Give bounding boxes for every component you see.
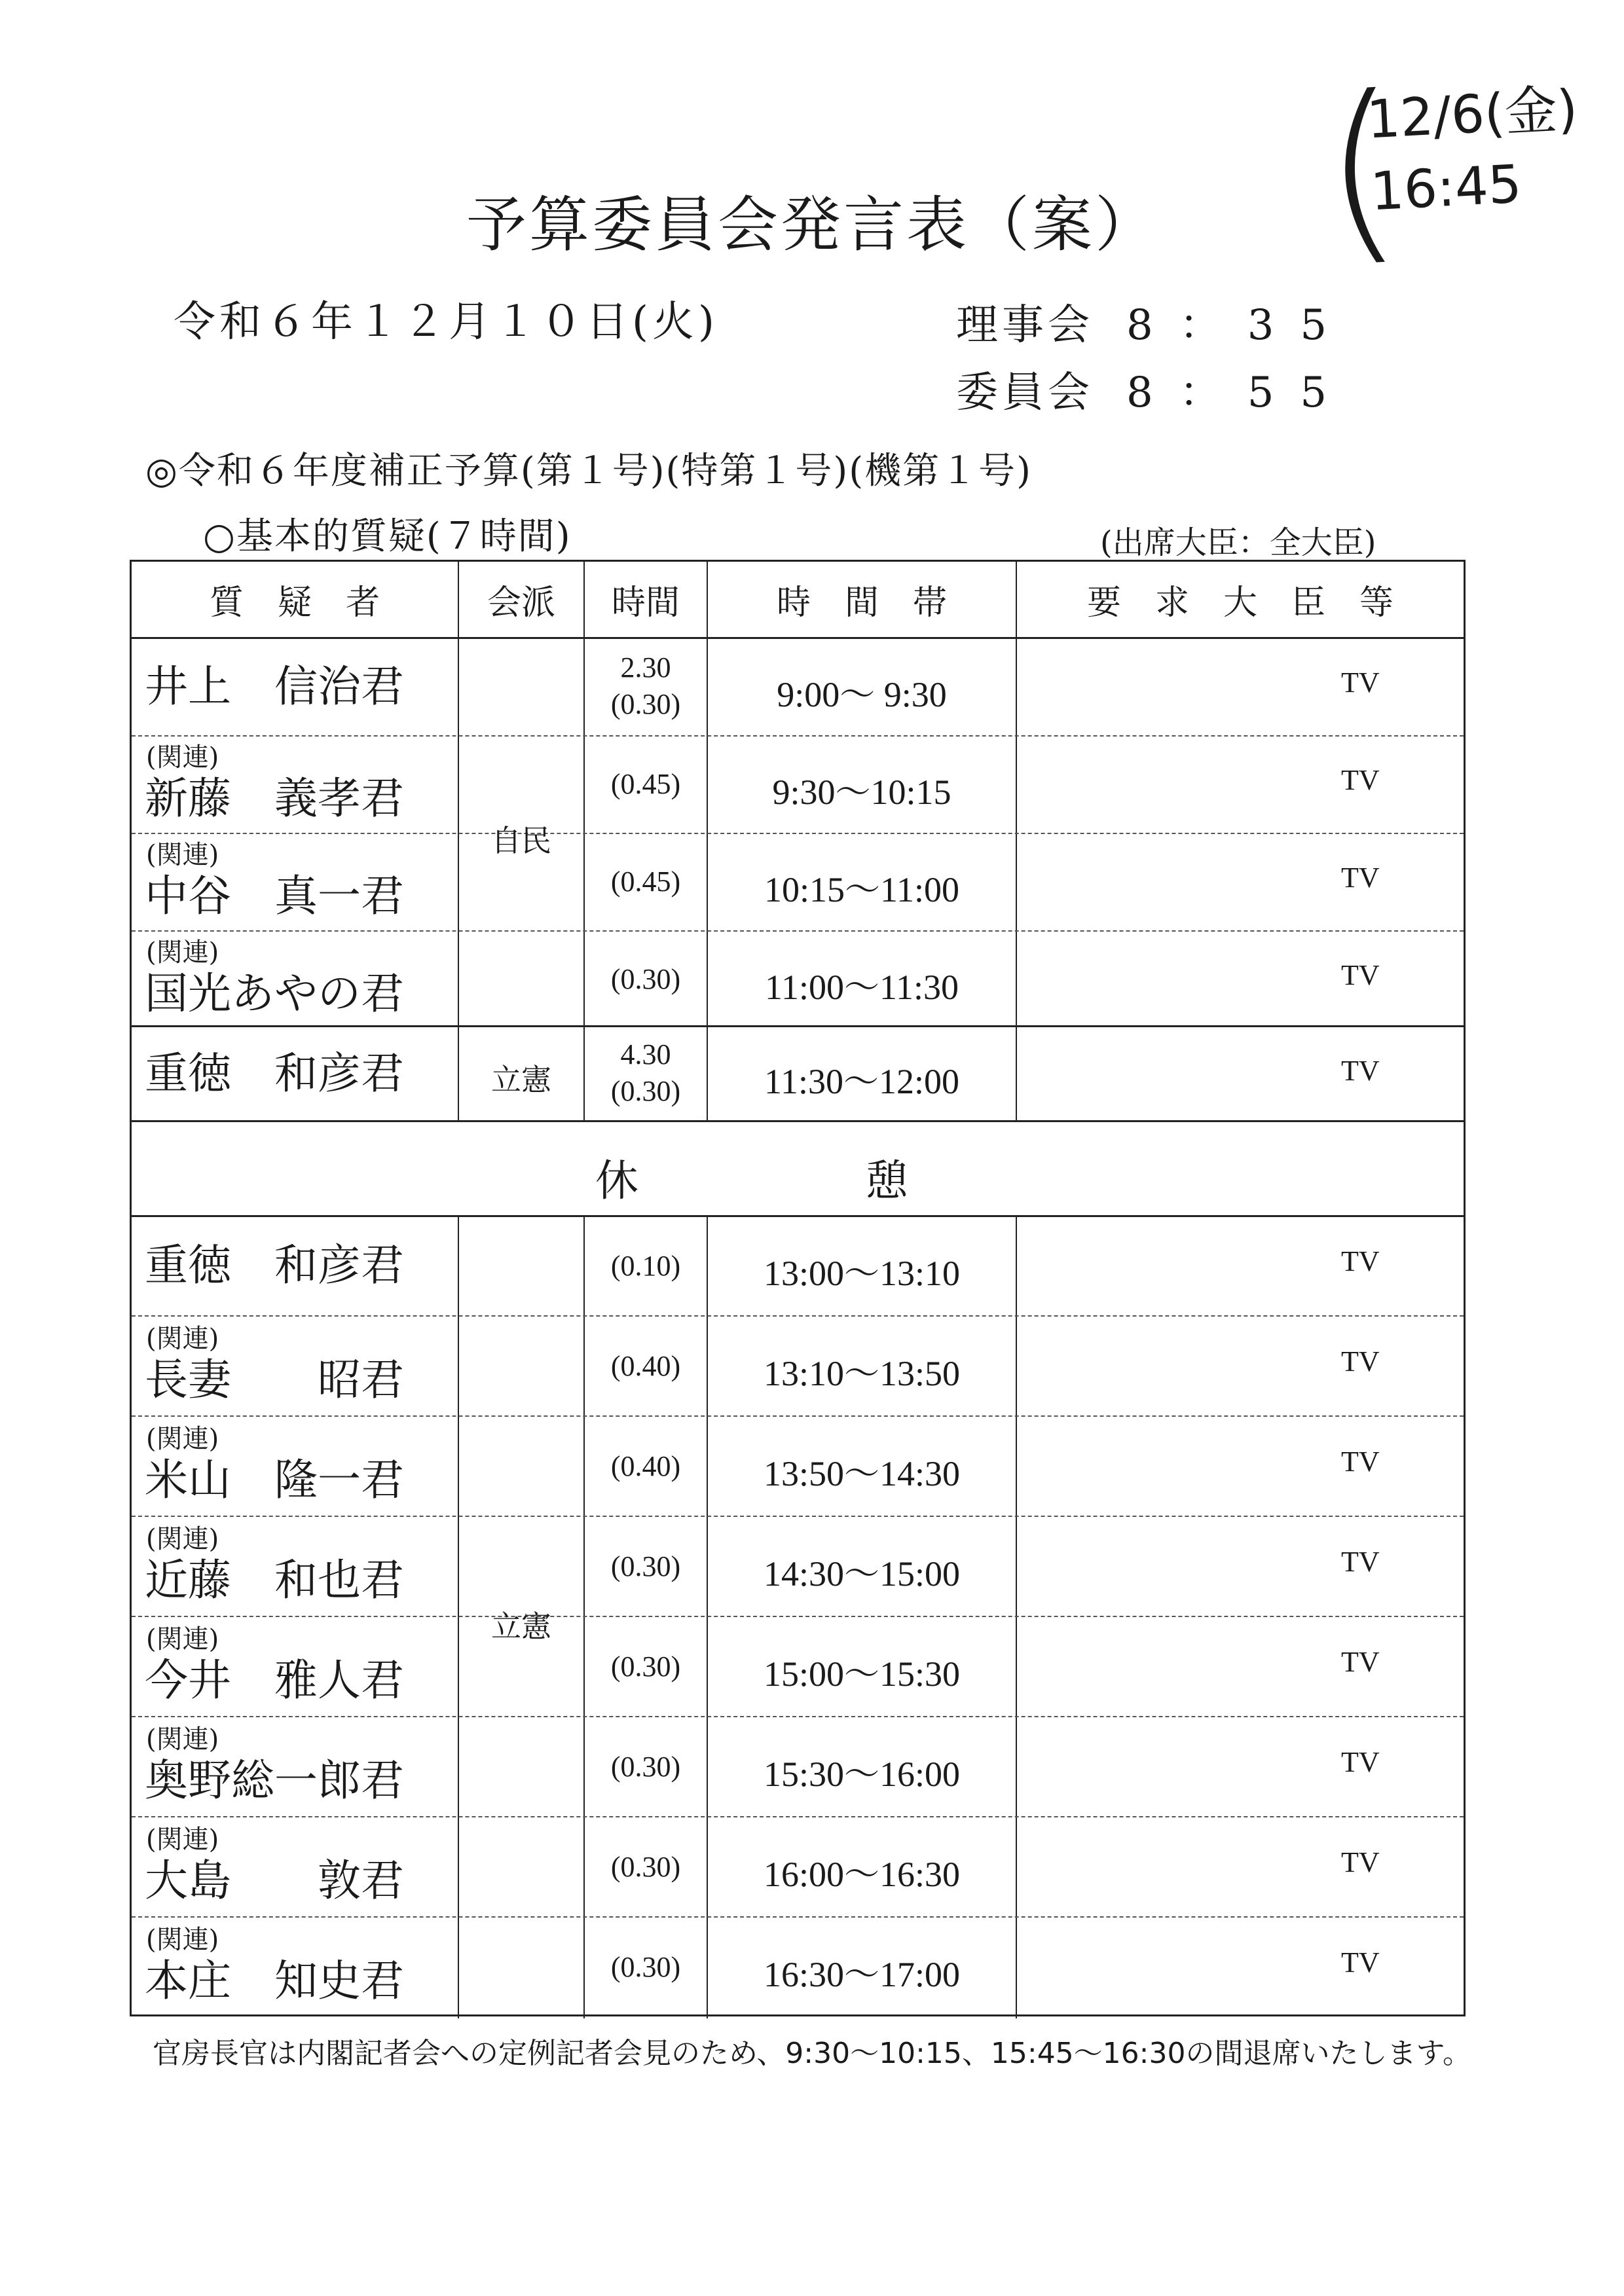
handwritten-note bbox=[1318, 53, 1583, 285]
tv-mark: TV bbox=[1341, 1546, 1380, 1578]
allotted-time: (0.40) bbox=[610, 1450, 681, 1482]
tv-mark: TV bbox=[1341, 1946, 1380, 1978]
questioner-name: 近藤 和也君 bbox=[145, 1555, 404, 1605]
footer-note: 官房長官は内閣記者会への定例記者会見のため、9:30～10:15、15:45～16:30の間退席いたします。 bbox=[153, 2037, 1471, 2070]
allotted-time: (0.30) bbox=[610, 1751, 681, 1783]
allotted-time: 4.30 (0.30) bbox=[610, 1038, 681, 1107]
time-range: 11:30～12:00 bbox=[764, 1062, 959, 1101]
allotted-time: (0.10) bbox=[610, 1250, 681, 1282]
time-range: 10:15～11:00 bbox=[764, 870, 959, 909]
related-label: (関連) bbox=[146, 840, 219, 870]
related-label: (関連) bbox=[146, 1724, 219, 1755]
tv-mark: TV bbox=[1341, 1846, 1380, 1878]
allotted-time: (0.30) bbox=[610, 1851, 681, 1883]
time-range: 13:00～13:10 bbox=[763, 1254, 960, 1293]
tv-mark: TV bbox=[1341, 1646, 1380, 1678]
tv-mark: TV bbox=[1341, 764, 1380, 796]
board-label: 理事会 bbox=[956, 301, 1094, 350]
time-range: 15:30～16:00 bbox=[763, 1755, 960, 1794]
related-label: (関連) bbox=[146, 938, 219, 968]
page-title: 予算委員会発言表（案） bbox=[466, 190, 1158, 260]
related-label: (関連) bbox=[146, 1925, 219, 1955]
header-faction: 会派 bbox=[487, 583, 555, 623]
allotted-time: (0.30) bbox=[610, 1650, 681, 1683]
allotted-time: (0.45) bbox=[610, 866, 681, 898]
questioner-name: 奥野総一郎君 bbox=[145, 1755, 404, 1806]
allotted-time: (0.30) bbox=[610, 1550, 681, 1582]
tv-mark: TV bbox=[1341, 1746, 1380, 1778]
related-label: (関連) bbox=[146, 742, 219, 773]
tv-markers bbox=[0, 560, 1624, 2016]
faction-label: 立憲 bbox=[491, 1062, 551, 1097]
time-range: 13:10～13:50 bbox=[763, 1354, 960, 1393]
questioner-name: 米山 隆一君 bbox=[145, 1455, 404, 1505]
faction-label: 立憲 bbox=[491, 1609, 551, 1644]
tv-mark: TV bbox=[1341, 959, 1380, 991]
allotted-time: (0.30) bbox=[610, 1951, 681, 1983]
questioner-name: 長妻 昭君 bbox=[145, 1355, 404, 1405]
related-label: (関連) bbox=[146, 1825, 219, 1855]
rest-label: 休 憩 bbox=[595, 1156, 1000, 1206]
time-range: 15:00～15:30 bbox=[763, 1654, 960, 1694]
time-range: 9:00～ 9:30 bbox=[777, 675, 947, 714]
tv-mark: TV bbox=[1341, 666, 1380, 699]
board-time bbox=[956, 291, 1353, 352]
related-label: (関連) bbox=[146, 1624, 219, 1654]
related-label: (関連) bbox=[146, 1324, 219, 1354]
board-value: 8：35 bbox=[1126, 301, 1354, 350]
related-label: (関連) bbox=[146, 1424, 219, 1454]
handwritten-date: 12/6(金) bbox=[1365, 78, 1579, 151]
tv-mark: TV bbox=[1341, 1446, 1380, 1478]
allotted-time: (0.45) bbox=[610, 768, 681, 800]
handwritten-bracket-icon: ( bbox=[1318, 53, 1407, 285]
questioner-name: 本庄 知史君 bbox=[145, 1956, 404, 2006]
allotted-time: (0.30) bbox=[610, 963, 681, 995]
questioner-name: 新藤 義孝君 bbox=[145, 773, 404, 824]
questioner-name: 今井 雅人君 bbox=[145, 1655, 404, 1705]
allotted-time: (0.40) bbox=[610, 1350, 681, 1382]
time-range: 11:00～11:30 bbox=[765, 968, 959, 1007]
allotted-time: 2.30 (0.30) bbox=[610, 651, 681, 720]
time-range: 14:30～15:00 bbox=[763, 1554, 960, 1594]
tv-mark: TV bbox=[1341, 1245, 1380, 1277]
session-title: ○基本的質疑(７時間) bbox=[203, 515, 572, 558]
tv-mark: TV bbox=[1341, 1345, 1380, 1377]
committee-time bbox=[956, 359, 1353, 419]
time-range: 16:30～17:00 bbox=[763, 1955, 960, 1994]
faction-label: 自民 bbox=[491, 823, 551, 858]
attendance-note: (出席大臣：全大臣) bbox=[1100, 524, 1376, 561]
related-label: (関連) bbox=[146, 1524, 219, 1554]
questioner-name: 大島 敦君 bbox=[145, 1855, 404, 1906]
questioner-name: 国光あやの君 bbox=[145, 968, 404, 1019]
header-time: 時間 bbox=[611, 583, 680, 623]
header-questioner: 質 疑 者 bbox=[209, 583, 380, 623]
tv-mark: TV bbox=[1341, 1055, 1380, 1087]
handwritten-time: 16:45 bbox=[1369, 153, 1523, 223]
header-request: 要 求 大 臣 等 bbox=[1086, 583, 1393, 623]
time-range: 9:30～10:15 bbox=[772, 773, 951, 812]
questioner-name: 井上 信治君 bbox=[145, 661, 404, 712]
time-range: 16:00～16:30 bbox=[763, 1855, 960, 1894]
time-range: 13:50～14:30 bbox=[763, 1454, 960, 1493]
header-range: 時 間 帯 bbox=[776, 583, 947, 623]
questioner-name: 中谷 真一君 bbox=[145, 871, 404, 921]
meeting-date: 令和６年１２月１０日(火) bbox=[174, 298, 718, 346]
questioner-name: 重徳 和彦君 bbox=[145, 1240, 404, 1290]
budget-title: ◎令和６年度補正予算(第１号)(特第１号)(機第１号) bbox=[145, 450, 1032, 492]
questioner-name: 重徳 和彦君 bbox=[145, 1048, 404, 1099]
committee-label: 委員会 bbox=[956, 369, 1094, 417]
committee-value: 8：55 bbox=[1126, 369, 1354, 417]
tv-mark: TV bbox=[1341, 862, 1380, 894]
